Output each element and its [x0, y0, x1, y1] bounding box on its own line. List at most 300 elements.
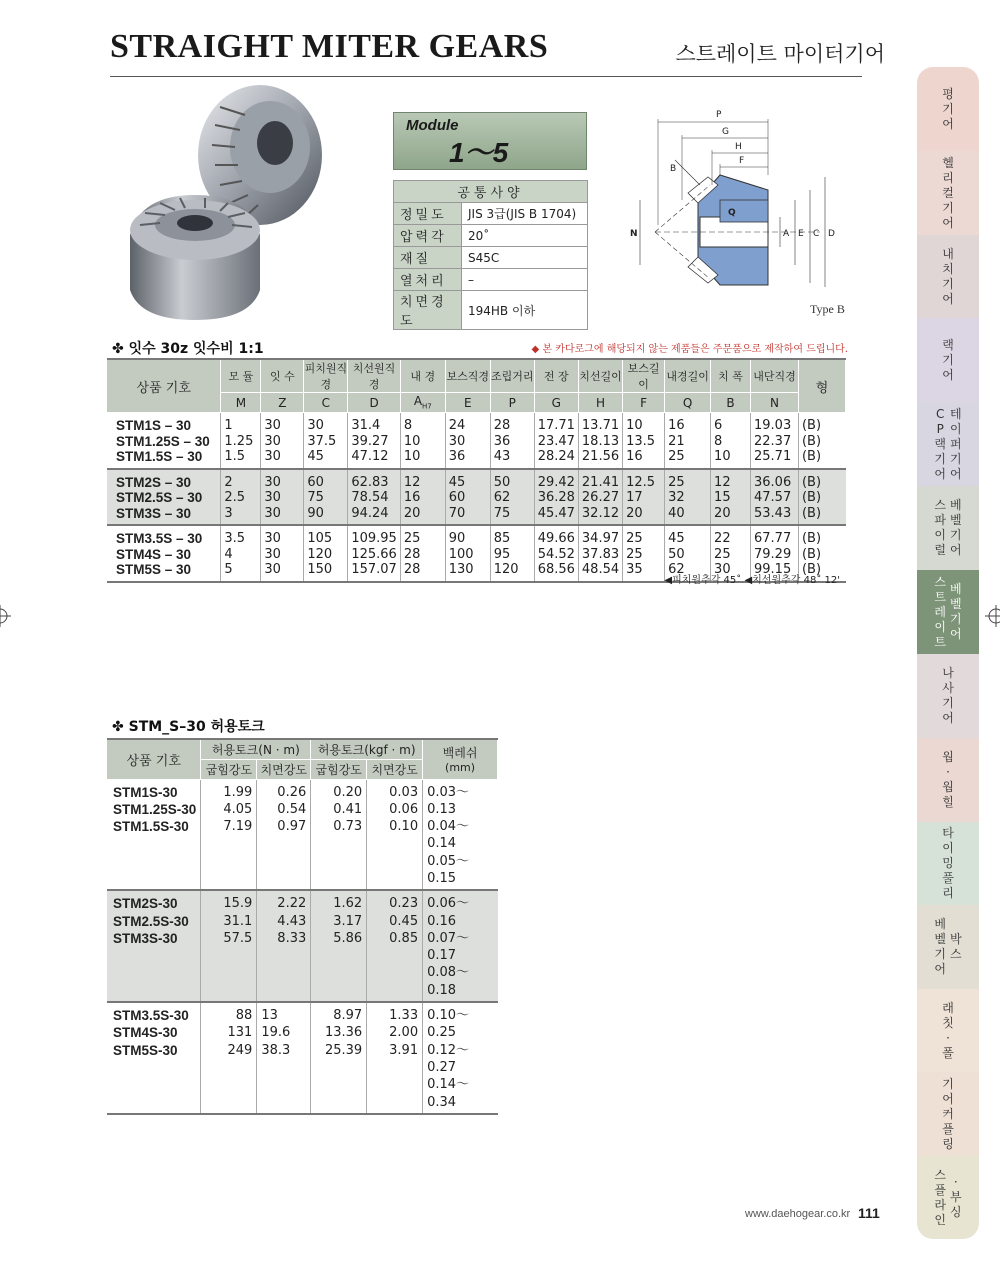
cell-value: 0.41	[333, 801, 363, 817]
cell-value: 30	[264, 505, 281, 521]
col-symbol: D	[348, 393, 401, 413]
side-tab[interactable]	[917, 1156, 979, 1239]
cell-value: 45	[307, 449, 324, 464]
col-header: 치선길이	[578, 359, 622, 393]
side-tab[interactable]	[917, 738, 979, 822]
cell-value: STM1S-30	[113, 784, 178, 800]
side-tab-label-column: 스 트 레 이 트	[934, 574, 946, 649]
col-symbol: A	[413, 394, 423, 409]
cell-value: 24	[448, 418, 466, 433]
cell-value: 0.07～0.17	[427, 930, 470, 964]
col-header: 치 폭	[711, 359, 751, 393]
col-subheader: 치면강도	[257, 759, 311, 779]
side-tab-label-column: · 부 싱	[950, 1175, 962, 1219]
cell-value: 30	[264, 418, 281, 433]
cell-value: (B)	[801, 546, 822, 562]
cell-value: 13.36	[324, 1025, 363, 1041]
cell-value: 21	[668, 433, 685, 449]
cell-value: STM1.5S – 30	[116, 449, 203, 464]
cell-value: 36	[493, 433, 511, 449]
table-cell	[623, 413, 665, 469]
table-row-group	[107, 1002, 498, 1114]
cell-value: 2.5	[224, 490, 246, 505]
col-symbol: Z	[261, 393, 304, 413]
cell-value: 32	[668, 490, 685, 505]
table-cell	[107, 890, 201, 1002]
side-tab[interactable]	[917, 570, 979, 654]
cell-value: 0.03～0.13	[427, 784, 470, 817]
cell-value: STM2S-30	[113, 896, 178, 912]
table-cell	[221, 469, 261, 526]
col-subheader: 치면강도	[367, 759, 423, 779]
spec-key: 재질	[394, 247, 462, 269]
table-cell	[798, 469, 845, 526]
cell-value: 31.1	[223, 913, 253, 929]
cell-value: 0.10～0.25	[427, 1008, 470, 1041]
cell-value: STM1S – 30	[116, 418, 192, 433]
cell-value: 100	[448, 546, 474, 562]
cell-value: 29.42	[537, 474, 575, 490]
cell-value: 68.56	[537, 562, 575, 577]
table-cell	[257, 779, 311, 890]
cell-value: 21.41	[581, 474, 620, 490]
table-cell	[107, 525, 221, 582]
col-header: 피치원직경	[304, 359, 348, 393]
cell-value: 39.27	[351, 433, 389, 449]
table-cell	[348, 469, 401, 526]
side-tab-label	[934, 917, 961, 977]
dim-label-c: C	[813, 229, 820, 239]
cell-value: 16	[668, 418, 685, 433]
table-cell	[304, 525, 348, 582]
spec-value: 20˚	[462, 225, 588, 247]
dim-label-f: F	[739, 156, 745, 166]
side-tab-label-column: 테 이 퍼 기 어	[950, 406, 962, 481]
table-cell	[665, 469, 711, 526]
table-cell	[423, 1002, 498, 1114]
col-header: 잇 수	[261, 359, 304, 393]
side-tab[interactable]	[917, 235, 979, 318]
cell-value: 23.47	[537, 433, 575, 449]
cell-value: 0.08～0.18	[427, 965, 470, 998]
col-header: 조립거리	[490, 359, 534, 393]
cell-value: 17.71	[537, 418, 575, 433]
side-tab-label-column: 스 플 라 인	[934, 1167, 946, 1227]
cell-value: 0.04～0.14	[427, 819, 470, 852]
cell-value: 31.4	[351, 418, 381, 433]
table-cell	[751, 413, 799, 469]
cell-value: STM2.5S-30	[113, 913, 189, 929]
cell-value: 85	[493, 531, 511, 546]
side-tab-label-column: C P 랙 기 어	[934, 406, 946, 481]
dim-label-g: G	[722, 127, 729, 137]
side-tab-label	[942, 156, 954, 231]
cell-value: 130	[448, 562, 474, 577]
cone-angle-note: ◀피치원추각 45˚ ◀치선원추각 48˚ 12'	[664, 575, 840, 586]
table-row-group	[107, 779, 498, 890]
backlash-unit: (mm)	[445, 761, 476, 775]
table-cell	[107, 469, 221, 526]
dim-label-a: A	[783, 229, 790, 239]
cell-value: 90	[307, 505, 324, 521]
cell-value: 2	[224, 474, 233, 490]
table-cell	[201, 1002, 257, 1114]
table-cell	[304, 413, 348, 469]
cell-value: 13.71	[581, 418, 620, 433]
cell-value: 120	[307, 546, 333, 562]
col-header: 보스길이	[623, 359, 665, 393]
cell-value: 0.97	[277, 819, 307, 835]
cell-value: STM3.5S – 30	[116, 531, 203, 546]
cell-value: (B)	[801, 474, 822, 490]
cell-value: 35	[626, 562, 643, 577]
cell-value: 90	[448, 531, 466, 546]
cell-value: 25	[403, 531, 421, 546]
table-cell	[348, 525, 401, 582]
common-spec-heading: 공통사양	[394, 181, 588, 203]
table-cell	[445, 413, 490, 469]
table-cell	[304, 469, 348, 526]
side-tab[interactable]	[917, 402, 979, 486]
cell-value: (B)	[801, 490, 822, 505]
cell-value: 30	[264, 531, 281, 546]
cell-value: 16	[403, 490, 421, 505]
page-title-korean: 스트레이트 마이터기어	[675, 42, 885, 66]
cell-value: 0.14～0.34	[427, 1077, 470, 1110]
table-cell	[221, 525, 261, 582]
col-symbol: N	[751, 393, 799, 413]
side-tab-label	[942, 87, 954, 132]
backlash-label: 백레쉬	[442, 746, 478, 761]
table-cell	[348, 413, 401, 469]
col-symbol: P	[490, 393, 534, 413]
cell-value: 37.5	[307, 433, 337, 449]
side-tab[interactable]	[917, 151, 979, 235]
col-subheader: 굽힘강도	[311, 759, 367, 779]
table-cell	[445, 469, 490, 526]
col-symbol: H	[578, 393, 622, 413]
cell-value: 105	[307, 531, 333, 546]
common-spec-table	[393, 180, 588, 330]
cell-value: STM4S – 30	[116, 546, 192, 562]
cell-value: 157.07	[351, 562, 397, 577]
col-symbol: E	[445, 393, 490, 413]
table-cell	[423, 890, 498, 1002]
cell-value: 4.43	[277, 913, 307, 929]
col-header: 모 듈	[221, 359, 261, 393]
table-cell	[400, 469, 445, 526]
cell-value: 1.33	[389, 1008, 419, 1024]
cell-value: 45	[668, 531, 685, 546]
cell-value: 48.54	[581, 562, 620, 577]
cell-value: STM5S-30	[113, 1042, 178, 1058]
cell-value: 20	[714, 505, 731, 521]
cell-value: 0.54	[277, 801, 307, 817]
cell-value: 10	[626, 418, 643, 433]
cell-value: 10	[714, 449, 731, 464]
spec-key: 정밀도	[394, 203, 462, 225]
side-tab-label	[934, 498, 961, 558]
side-tab-label	[934, 1168, 961, 1228]
cell-value: 67.77	[754, 531, 792, 546]
cell-value: (B)	[801, 418, 822, 433]
cell-value: 36	[448, 449, 466, 464]
cell-value: 38.3	[261, 1042, 291, 1058]
cell-value: 75	[307, 490, 324, 505]
table-cell	[107, 1002, 201, 1114]
table-cell	[490, 413, 534, 469]
spec-value: 194HB 이하	[462, 291, 588, 330]
side-tab[interactable]	[917, 905, 979, 989]
side-tab-label	[934, 575, 961, 650]
cell-value: 47.57	[754, 490, 792, 505]
table-cell	[490, 469, 534, 526]
side-tab-label-column: 베 벨 기 어	[950, 498, 962, 557]
cell-value: 8.33	[277, 930, 307, 946]
side-tab-label	[942, 750, 954, 810]
table-cell	[578, 525, 622, 582]
cell-value: STM3S – 30	[116, 505, 192, 521]
cell-value: 62.83	[351, 474, 389, 490]
category-side-tabs	[917, 67, 979, 1239]
cell-value: 95	[493, 546, 511, 562]
cell-value: 30	[264, 449, 281, 464]
cell-value: 22.37	[754, 433, 792, 449]
diagram-type-label: Type B	[810, 302, 845, 316]
cell-value: 30	[264, 433, 281, 449]
cell-value: 2.22	[277, 896, 307, 912]
table-cell	[578, 469, 622, 526]
table-cell	[261, 525, 304, 582]
registration-mark-icon	[0, 605, 11, 627]
col-header-torque-nm: 허용토크(N · m)	[201, 739, 311, 759]
cell-value: 0.05～0.15	[427, 853, 470, 886]
cell-value: 150	[307, 562, 333, 577]
col-header: 내경길이	[665, 359, 711, 393]
side-tab-label-column: 베 벨 기 어	[934, 917, 946, 976]
cell-value: STM4S-30	[113, 1025, 178, 1041]
cell-value: STM1.25S – 30	[116, 433, 210, 449]
cell-value: 8.97	[333, 1008, 363, 1024]
cell-value: 25.39	[324, 1042, 363, 1058]
table-cell	[257, 1002, 311, 1114]
cell-value: 36.06	[754, 474, 792, 490]
gear-spec-table	[107, 358, 846, 583]
table-cell	[623, 469, 665, 526]
side-tab-label-column: 래 칫 · 폴	[942, 1000, 954, 1060]
cell-value: 0.85	[389, 930, 419, 946]
cell-value: 0.73	[333, 819, 363, 835]
cell-value: 7.19	[223, 819, 253, 835]
cell-value: 32.12	[581, 505, 620, 521]
table-cell	[257, 890, 311, 1002]
footer-url: www.daehogear.co.kr	[745, 1208, 851, 1220]
side-tab[interactable]	[917, 1072, 979, 1156]
cell-value: 47.12	[351, 449, 389, 464]
col-symbol: F	[623, 393, 665, 413]
side-tab-label-column: 베 벨 기 어	[950, 582, 962, 641]
table-cell	[367, 779, 423, 890]
spec-key: 치면경도	[394, 291, 462, 330]
cell-value: 25	[668, 449, 685, 464]
cell-value: (B)	[801, 433, 822, 449]
cell-value: 45.47	[537, 505, 575, 521]
col-header-product: 상품 기호	[107, 739, 201, 779]
cell-value: 21.56	[581, 449, 620, 464]
cell-value: 79.29	[754, 546, 792, 562]
side-tab-label	[942, 1001, 954, 1061]
table-cell	[445, 525, 490, 582]
dim-label-b: B	[670, 164, 677, 174]
side-tab-label-column: 스 파 이 럴	[934, 498, 946, 557]
cell-value: 30	[307, 418, 324, 433]
side-tab[interactable]	[917, 67, 979, 151]
dim-label-d: D	[828, 229, 835, 239]
cell-value: 13.5	[626, 433, 656, 449]
table-cell	[311, 890, 367, 1002]
gear-dimension-diagram	[620, 105, 850, 320]
table-cell	[221, 413, 261, 469]
cell-value: 50	[668, 546, 685, 562]
cell-value: 0.26	[277, 784, 307, 800]
cell-value: 0.10	[389, 819, 419, 835]
cell-value: 54.52	[537, 546, 575, 562]
module-range-box	[393, 112, 587, 170]
col-symbol: B	[711, 393, 751, 413]
table-cell	[751, 469, 799, 526]
col-header: 전 장	[534, 359, 578, 393]
table-cell	[107, 779, 201, 890]
table-row-group	[107, 413, 846, 469]
table-cell	[107, 413, 221, 469]
dim-label-h: H	[735, 142, 742, 152]
cell-value: 30	[264, 562, 281, 577]
dim-label-e: E	[798, 229, 804, 239]
table-cell	[367, 890, 423, 1002]
cell-value: 15.9	[223, 896, 253, 912]
cell-value: 37.83	[581, 546, 620, 562]
spec-value: S45C	[462, 247, 588, 269]
side-tab-label-column: 내 치 기 어	[942, 246, 954, 306]
cell-value: 28	[403, 562, 421, 577]
side-tab[interactable]	[917, 989, 979, 1072]
cell-value: 0.23	[389, 896, 419, 912]
table-cell	[311, 1002, 367, 1114]
cell-value: 5	[224, 562, 233, 577]
table-cell	[400, 413, 445, 469]
module-label: Module	[406, 117, 459, 134]
cell-value: 13	[261, 1008, 278, 1024]
cell-value: 10	[403, 433, 421, 449]
cell-value: 3.91	[389, 1042, 419, 1058]
cell-value: 12	[403, 474, 421, 490]
cell-value: STM1.25S-30	[113, 801, 197, 817]
table-cell	[534, 469, 578, 526]
side-tab-label	[942, 826, 954, 901]
cell-value: 30	[264, 490, 281, 505]
cell-value: 25	[626, 546, 643, 562]
col-symbol: G	[534, 393, 578, 413]
cell-value: 1	[224, 418, 233, 433]
dim-label-n: N	[630, 229, 638, 239]
table-cell	[400, 525, 445, 582]
table-cell	[711, 469, 751, 526]
side-tab-label-column: 평 기 어	[942, 86, 954, 131]
cell-value: 0.06	[389, 801, 419, 817]
side-tab-label-column: 박 스	[950, 932, 962, 961]
side-tab[interactable]	[917, 654, 979, 738]
cell-value: (B)	[801, 531, 822, 546]
cell-value: (B)	[801, 562, 822, 577]
cell-value: 22	[714, 531, 731, 546]
table-cell	[665, 413, 711, 469]
spec-key: 열처리	[394, 269, 462, 291]
cell-value: 28	[493, 418, 511, 433]
dim-label-q: Q	[728, 208, 736, 218]
cell-value: 30	[448, 433, 466, 449]
miter-gear-product-image	[120, 85, 335, 325]
cell-value: 1.25	[224, 433, 254, 449]
dim-label-p: P	[716, 110, 722, 120]
cell-value: 78.54	[351, 490, 389, 505]
cell-value: 43	[493, 449, 511, 464]
table-cell	[798, 413, 845, 469]
col-header-torque-kgf: 허용토크(kgf · m)	[311, 739, 423, 759]
torque-table	[107, 738, 498, 1115]
col-header: 치선원직경	[348, 359, 401, 393]
col-header: 내 경	[400, 359, 445, 393]
table-cell	[711, 413, 751, 469]
registration-mark-icon	[985, 605, 1000, 627]
col-header: 보스직경	[445, 359, 490, 393]
cell-value: (B)	[801, 505, 822, 521]
page-number: 111	[858, 1205, 880, 1221]
table-cell	[490, 525, 534, 582]
col-header-type: 형	[798, 359, 845, 413]
cell-value: 60	[448, 490, 466, 505]
col-subheader: 굽힘강도	[201, 759, 257, 779]
table-cell	[534, 525, 578, 582]
side-tab-label	[942, 338, 954, 383]
cell-value: 20	[403, 505, 421, 521]
cell-value: 8	[403, 418, 413, 433]
side-tab[interactable]	[917, 318, 979, 402]
table-row-group	[107, 890, 498, 1002]
col-symbol: Q	[665, 393, 711, 413]
cell-value: 25	[714, 546, 731, 562]
side-tab[interactable]	[917, 822, 979, 905]
side-tab-label-column: 타 이 밍 풀 리	[942, 826, 954, 900]
cell-value: 2.00	[389, 1025, 419, 1041]
cell-value: 1.99	[223, 784, 253, 800]
cell-value: 62	[493, 490, 511, 505]
title-divider	[110, 76, 862, 77]
spec-value: –	[462, 269, 588, 291]
custom-order-note: ◆ 본 카다로그에 해당되지 않는 제품들은 주문품으로 제작하여 드립니다.	[531, 344, 848, 355]
cell-value: 5.86	[333, 930, 363, 946]
cell-value: 125.66	[351, 546, 397, 562]
cell-value: 30	[264, 546, 281, 562]
spec-key: 압력각	[394, 225, 462, 247]
side-tab-label	[934, 407, 961, 482]
cell-value: 28	[403, 546, 421, 562]
cell-value: 88	[235, 1008, 253, 1024]
cell-value: 19.03	[754, 418, 792, 433]
cell-value: (B)	[801, 449, 822, 464]
cell-value: 0.06～0.16	[427, 896, 470, 929]
side-tab[interactable]	[917, 486, 979, 570]
cell-value: STM2S – 30	[116, 474, 192, 490]
